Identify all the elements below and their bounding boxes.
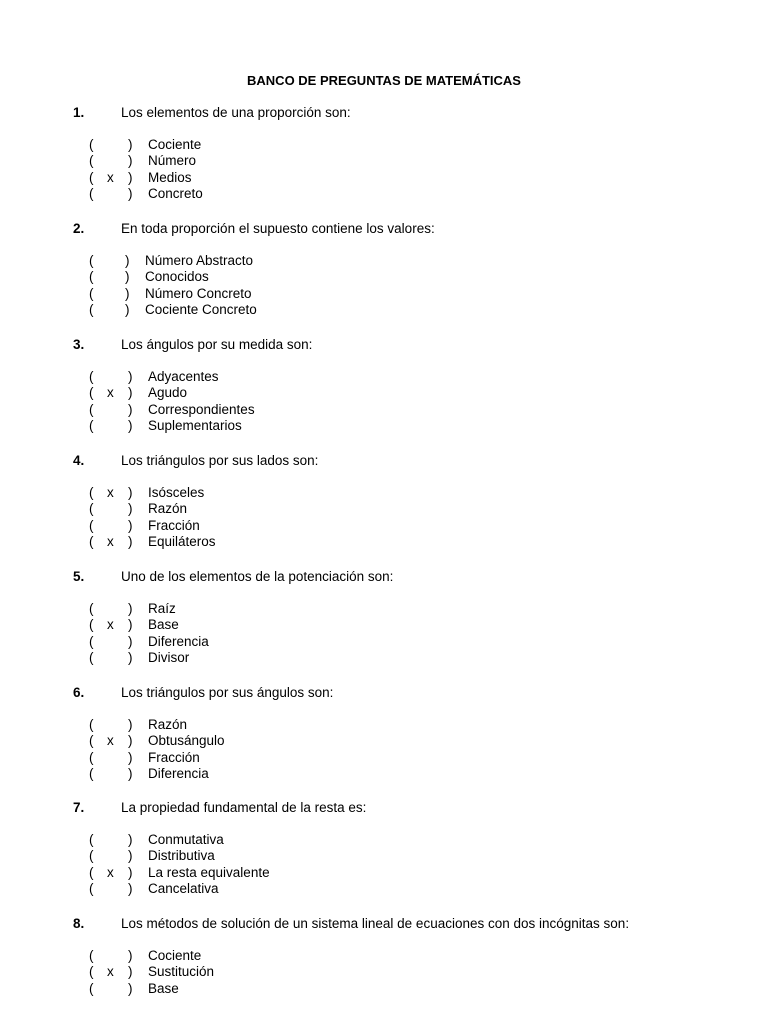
answer-option: ( x ) Equiláteros [89,533,216,549]
option-label: Fracción [148,517,200,533]
question-7 [0,799,768,897]
option-label: La resta equivalente [148,864,270,880]
question-number: 1. [73,105,85,120]
answer-option: ( x ) Isósceles [89,485,205,500]
option-label: Diferencia [148,633,209,649]
answer-mark: x [107,485,114,500]
answer-option: ( ) Correspondientes [89,401,255,417]
question-text: Uno de los elementos de la potenciación son: [121,569,394,584]
answer-option: ( ) Conocidos [89,269,209,285]
answer-option: ( ) Distributiva [89,848,215,864]
question-number: 7. [73,800,85,815]
question-text: Los métodos de solución de un sistema lineal de ecuaciones con dos incógnitas son: [121,916,630,931]
answer-option: ( ) Diferencia [89,633,209,649]
option-label: Sustitución [148,964,215,980]
question-1 [0,104,768,202]
answer-option: ( ) Razón [89,717,188,732]
answer-option: ( ) Número Abstracto [89,253,254,268]
answer-option: ( x ) Base [89,617,179,633]
answer-option: ( ) Cociente [89,137,202,152]
option-label: Razón [148,717,188,732]
question-6 [0,684,768,782]
question-number: 6. [73,685,85,700]
question-text: La propiedad fundamental de la resta es: [121,800,367,815]
option-label: Base [148,617,179,633]
option-label: Conocidos [145,269,209,285]
option-label: Suplementarios [148,417,242,433]
answer-option: ( ) Número [89,153,197,169]
answer-mark: x [107,385,114,401]
answer-mark: x [107,733,114,749]
question-text: Los triángulos por sus lados son: [121,453,319,468]
option-label: Obtusángulo [148,733,225,749]
question-text: Los ángulos por su medida son: [121,337,313,352]
answer-option: ( ) Adyacentes [89,369,219,384]
answer-mark: x [107,864,114,880]
option-label: Distributiva [148,848,215,864]
option-label: Fracción [148,749,200,765]
option-label: Número Abstracto [145,253,254,268]
question-4 [0,452,768,550]
document-title: BANCO DE PREGUNTAS DE MATEMÁTICAS [247,73,521,88]
option-label: Número Concreto [145,285,252,301]
answer-mark: x [107,617,114,633]
option-label: Concreto [148,185,203,201]
answer-option: ( ) Diferencia [89,765,209,781]
option-label: Conmutativa [148,832,224,847]
question-number: 2. [73,221,85,236]
question-text: Los triángulos por sus ángulos son: [121,685,334,700]
answer-option: ( ) Número Concreto [89,285,252,301]
question-number: 4. [73,453,85,468]
option-label: Divisor [148,649,190,665]
answer-option: ( ) Razón [89,501,188,517]
answer-mark: x [107,169,114,185]
answer-option: ( x ) Medios [89,169,192,185]
question-number: 3. [73,337,85,352]
option-label: Cociente Concreto [145,301,257,317]
option-label: Base [148,980,179,996]
answer-option: ( ) Cancelativa [89,880,219,896]
answer-option: ( ) Base [89,980,179,996]
option-label: Agudo [148,385,188,401]
question-number: 5. [73,569,85,584]
answer-option: ( x ) Agudo [89,385,188,401]
question-text: Los elementos de una proporción son: [121,105,351,120]
answer-option: ( x ) La resta equivalente [89,864,270,880]
answer-option: ( ) Cociente Concreto [89,301,257,317]
answer-option: ( ) Raíz [89,601,176,616]
answer-option: ( x ) Sustitución [89,964,215,980]
option-label: Medios [148,169,192,185]
option-label: Correspondientes [148,401,255,417]
question-5 [0,568,768,666]
question-2 [0,220,768,318]
answer-option: ( ) Fracción [89,749,200,765]
answer-mark: x [107,964,114,980]
answer-option: ( ) Conmutativa [89,832,224,847]
answer-option: ( ) Divisor [89,649,190,665]
answer-option: ( ) Fracción [89,517,200,533]
option-label: Cociente [148,948,202,963]
option-label: Razón [148,501,188,517]
question-3 [0,336,768,434]
option-label: Cancelativa [148,880,219,896]
answer-mark: x [107,533,114,549]
answer-option: ( ) Cociente [89,948,202,963]
answer-option: ( x ) Obtusángulo [89,733,225,749]
option-label: Número [148,153,197,169]
answer-option: ( ) Suplementarios [89,417,242,433]
option-label: Isósceles [148,485,205,500]
option-label: Equiláteros [148,533,216,549]
question-8 [0,915,768,997]
option-label: Raíz [148,601,176,616]
option-label: Adyacentes [148,369,219,384]
question-text: En toda proporción el supuesto contiene los valores: [121,221,435,236]
option-label: Diferencia [148,765,209,781]
question-number: 8. [73,916,85,931]
option-label: Cociente [148,137,202,152]
answer-option: ( ) Concreto [89,185,203,201]
